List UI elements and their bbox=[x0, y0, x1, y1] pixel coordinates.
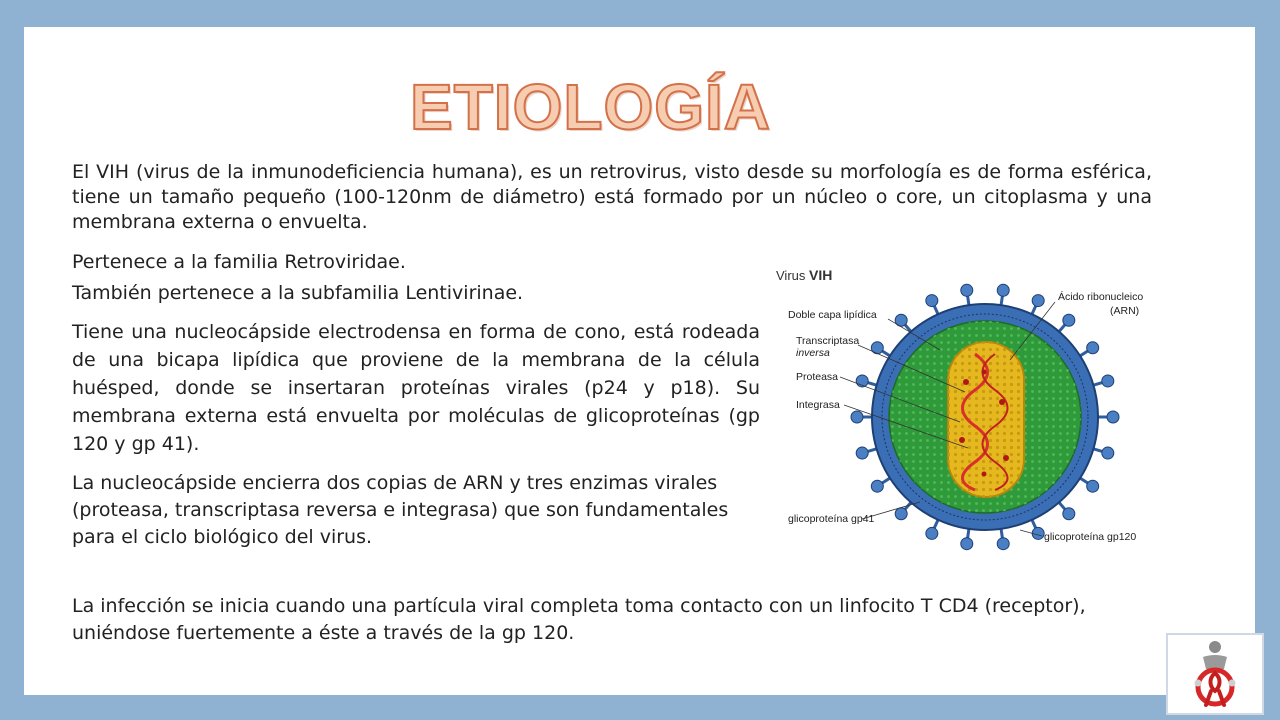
gp120-knob bbox=[1063, 314, 1075, 326]
gp120-knob bbox=[856, 447, 868, 459]
gp120-knob bbox=[1087, 480, 1099, 492]
label-reverse-transcriptase: Transcriptasa bbox=[796, 335, 860, 347]
paragraph-nucleocapsid: Tiene una nucleocápside electrodensa en forma de cono, está rodeada de una bicapa lipídica que proviene de la membrana de la célula huésped, donde se insertaran proteínas virales (p24 y p18). Su membrana externa está envuelta por moléculas de glicoproteínas (gp 120 y gp 41). bbox=[72, 321, 760, 455]
logo bbox=[1166, 633, 1264, 715]
red-ribbon-logo-icon bbox=[1168, 635, 1262, 713]
hiv-virus-diagram bbox=[770, 262, 1170, 552]
gp120-knob bbox=[1087, 342, 1099, 354]
paragraph-infection: La infección se inicia cuando una partícula viral completa toma contacto con un linfocito T CD4 (receptor), uniéndose fuertemente a éste a través de la gp 120. bbox=[72, 595, 1086, 644]
gp120-knob bbox=[997, 284, 1009, 296]
gp120-knob bbox=[1063, 508, 1075, 520]
page-title: ETIOLOGÍA bbox=[410, 71, 771, 143]
label-gp120: glicoproteína gp120 bbox=[1044, 531, 1137, 543]
gp120-knob bbox=[997, 538, 1009, 550]
gp120-knob bbox=[961, 538, 973, 550]
gp120-knob bbox=[851, 411, 863, 423]
gp120-knob bbox=[1032, 295, 1044, 307]
label-lipid-bilayer: Doble capa lipídica bbox=[788, 309, 877, 321]
label-integrase: Integrasa bbox=[796, 399, 840, 411]
paragraph-family: Pertenece a la familia Retroviridae. bbox=[72, 251, 406, 273]
label-protease: Proteasa bbox=[796, 371, 839, 383]
label-rna: Ácido ribonucleico bbox=[1058, 291, 1144, 303]
label-gp41: glicoproteína gp41 bbox=[788, 513, 875, 525]
gp120-knob bbox=[1102, 447, 1114, 459]
gp120-knob bbox=[926, 295, 938, 307]
paragraph-rna-enzymes: La nucleocápside encierra dos copias de ARN y tres enzimas virales (proteasa, transcriptasa reversa e integrasa) que son fundamentales para el ciclo biológico del virus. bbox=[72, 472, 729, 548]
gp120-knob bbox=[961, 284, 973, 296]
label-rna-abbr: (ARN) bbox=[1110, 305, 1140, 317]
gp120-knob bbox=[871, 480, 883, 492]
gp120-knob bbox=[1102, 375, 1114, 387]
label-reverse-transcriptase-2: inversa bbox=[796, 347, 830, 359]
gp120-knob bbox=[926, 527, 938, 539]
diagram-heading: Virus VIH bbox=[776, 267, 833, 283]
paragraph-subfamily: También pertenece a la subfamilia Lentivirinae. bbox=[72, 282, 524, 304]
gp120-knob bbox=[1107, 411, 1119, 423]
paragraph-intro: El VIH (virus de la inmunodeficiencia humana), es un retrovirus, visto desde su morfología es de forma esférica, tiene un tamaño pequeño (100-120nm de diámetro) está formado por un núcleo o core, un citoplasma y una membrana externa o envuelta. bbox=[72, 161, 1152, 233]
gp120-knob bbox=[895, 508, 907, 520]
